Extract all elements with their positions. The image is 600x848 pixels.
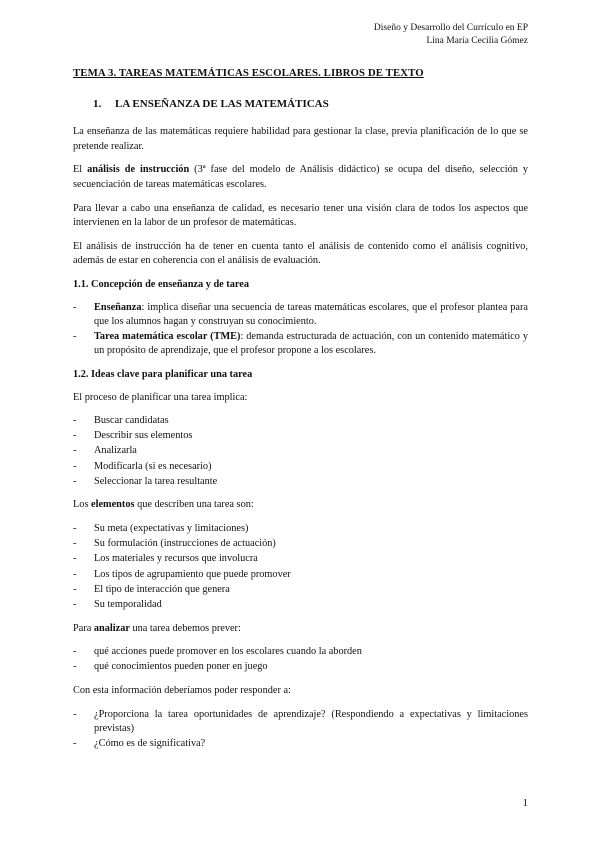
text-run: El	[73, 164, 88, 176]
page-header	[374, 22, 528, 48]
list-item: - Analizarla	[73, 444, 528, 459]
list-item: - Su temporalidad	[73, 598, 528, 613]
paragraph: La enseñanza de las matemáticas requiere habilidad para gestionar la clase, previa planificación de lo que se pretende realizar.	[73, 126, 528, 152]
subsection-heading: 1.1. Concepción de enseñanza y de tarea	[73, 278, 249, 290]
section-title: LA ENSEÑANZA DE LAS MATEMÁTICAS	[115, 97, 329, 110]
definition-list	[73, 301, 528, 359]
paragraph	[73, 163, 528, 192]
list-item: - Describir sus elementos	[73, 429, 528, 444]
bold-term: Enseñanza	[94, 301, 142, 313]
paragraph	[73, 622, 528, 637]
process-list	[73, 414, 528, 489]
analyze-list	[73, 645, 528, 675]
bold-term: analizar	[93, 622, 130, 634]
paragraph	[73, 498, 528, 513]
bold-term: análisis de instrucción	[87, 164, 190, 176]
list-item: - ¿Cómo es de significativa?	[73, 737, 528, 752]
section-number: 1.	[93, 97, 102, 110]
list-item: - Su meta (expectativas y limitaciones)	[73, 522, 528, 537]
paragraph: Para llevar a cabo una enseñanza de calidad, es necesario tener una visión clara de todos los aspectos que intervienen en la labor de un profesor de matemáticas.	[73, 202, 528, 229]
list-item: - Los tipos de agrupamiento que puede promover	[73, 568, 528, 583]
subsection-heading: 1.2. Ideas clave para planificar una tarea	[73, 368, 253, 380]
section-heading	[93, 97, 528, 112]
bold-term: elementos	[91, 499, 135, 511]
list-item: - El tipo de interacción que genera	[73, 583, 528, 598]
text-run: una tarea debemos prever:	[129, 622, 241, 634]
list-item: - Seleccionar la tarea resultante	[73, 475, 528, 490]
text-run: : demanda estructurada de actuación, con un contenido matemático y un propósito de aprendizaje, que el profesor propone a los escolares.	[94, 330, 528, 357]
list-item	[73, 330, 528, 359]
header-course: Diseño y Desarrollo del Currículo en EP	[373, 23, 528, 33]
text-run: : implica diseñar una secuencia de tareas matemáticas escolares, que el profesor plantea para que los alumnos hagan y construyan su conocimiento.	[94, 301, 528, 328]
text-run: Para	[73, 622, 94, 634]
header-author: Lina María Cecilia Gómez	[426, 36, 528, 46]
text-run: Los	[73, 499, 92, 511]
list-item	[73, 301, 528, 330]
list-item: - Buscar candidatas	[73, 414, 528, 429]
list-item: - qué acciones puede promover en los escolares cuando la aborden	[73, 645, 528, 660]
paragraph: Con esta información deberíamos poder responder a:	[73, 684, 291, 696]
bold-term: Tarea matemática escolar (TME)	[94, 330, 241, 342]
document-body	[73, 66, 528, 761]
document-title: TEMA 3. TAREAS MATEMÁTICAS ESCOLARES. LIBROS DE TEXTO	[73, 67, 424, 79]
elements-list	[73, 522, 528, 613]
list-item: - Su formulación (instrucciones de actuación)	[73, 537, 528, 552]
list-item: - qué conocimientos pueden poner en juego	[73, 660, 528, 675]
list-item: - ¿Proporciona la tarea oportunidades de aprendizaje? (Respondiendo a expectativas y limitaciones previstas)	[73, 708, 528, 737]
list-item: - Modificarla (si es necesario)	[73, 460, 528, 475]
questions-list	[73, 708, 528, 752]
list-item: - Los materiales y recursos que involucra	[73, 552, 528, 567]
page-number: 1	[522, 797, 528, 809]
text-run: que describen una tarea son:	[134, 499, 254, 511]
text-run: (3ª fase del modelo de Análisis didáctico) se ocupa del diseño, selección y secuenciación de tareas matemáticas escolares.	[73, 164, 528, 190]
paragraph: El análisis de instrucción ha de tener en cuenta tanto el análisis de contenido como el análisis cognitivo, además de estar en coherencia con el análisis de evaluación.	[73, 240, 528, 267]
paragraph: El proceso de planificar una tarea implica:	[73, 391, 248, 403]
